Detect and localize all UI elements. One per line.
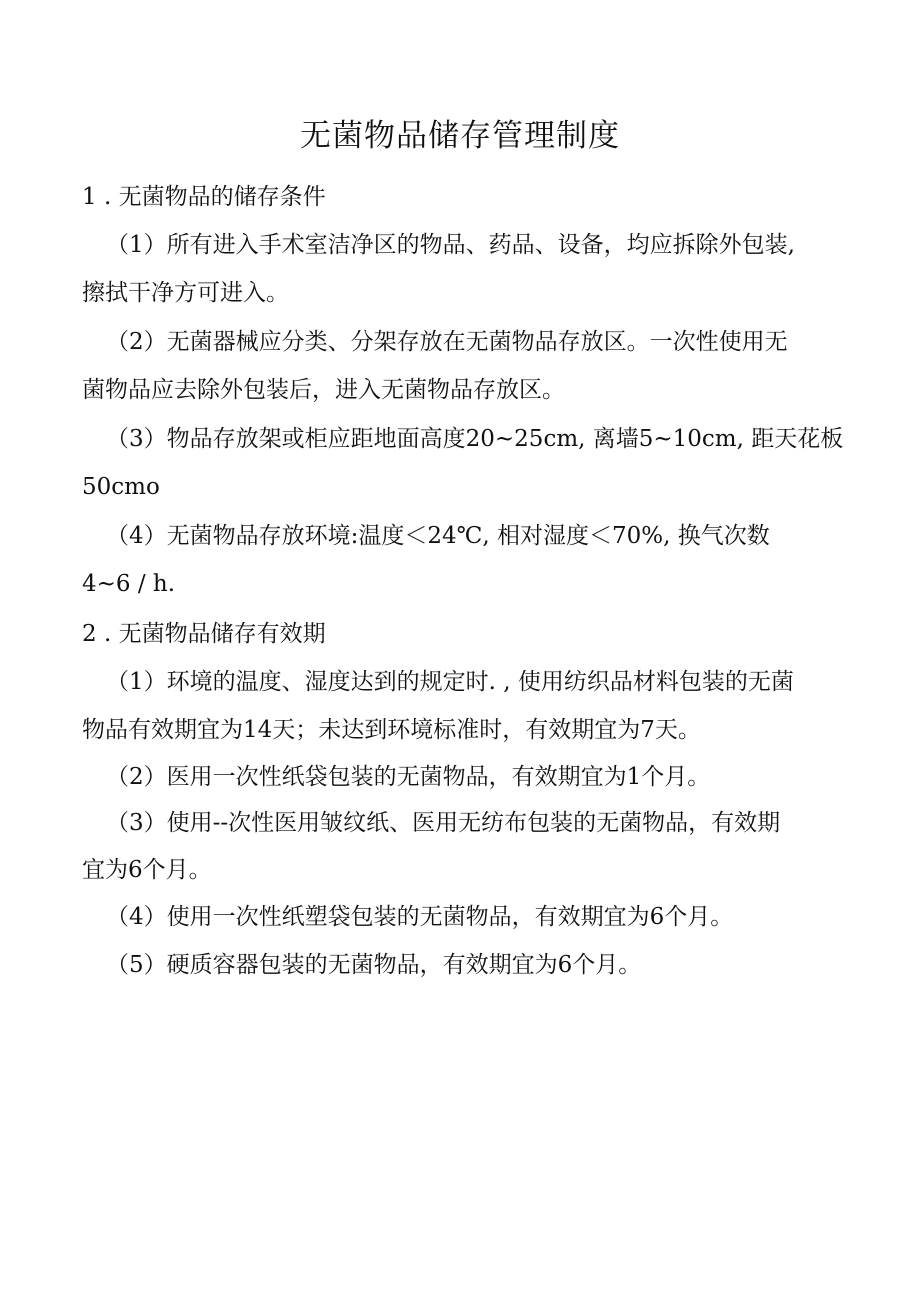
document-title: 无菌物品储存管理制度 (300, 118, 620, 154)
section-2-item-1-line-1: （1）环境的温度、湿度达到的规定时. , 使用纺织品材料包装的无菌 (106, 669, 794, 695)
section-1-item-4-line-2: 4~6 / h. (82, 571, 176, 597)
section-2-heading: 2 . 无菌物品储存有效期 (82, 621, 326, 647)
section-2-item-3-line-1: （3）使用--次性医用皱纹纸、医用无纺布包装的无菌物品，有效期 (106, 810, 781, 836)
section-2-item-1-line-2: 物品有效期宜为14天；未达到环境标准时，有效期宜为7天。 (82, 717, 701, 743)
section-1-heading: 1 . 无菌物品的储存条件 (82, 184, 326, 210)
section-1-item-3-line-2: 50cmo (82, 474, 160, 500)
section-1-item-3-line-1: （3）物品存放架或柜应距地面高度20~25cm, 离墙5~10cm, 距天花板 (106, 426, 844, 452)
section-2-item-4-line-1: （4）使用一次性纸塑袋包装的无菌物品，有效期宜为6个月。 (106, 904, 734, 930)
section-1-item-2-line-2: 菌物品应去除外包装后，进入无菌物品存放区。 (82, 377, 565, 403)
section-2-item-3-line-2: 宜为6个月。 (82, 857, 212, 883)
section-1-item-2-line-1: （2）无菌器械应分类、分架存放在无菌物品存放区。一次性使用无 (106, 329, 788, 355)
section-1-item-4-line-1: （4）无菌物品存放环境:温度＜24℃, 相对湿度＜70%, 换气次数 (106, 523, 770, 549)
section-1-item-1-line-2: 擦拭干净方可进入。 (82, 280, 289, 306)
section-2-item-5-line-1: （5）硬质容器包装的无菌物品，有效期宜为6个月。 (106, 952, 642, 978)
section-1-item-1-line-1: （1）所有进入手术室洁净区的物品、药品、设备，均应拆除外包装, (106, 232, 795, 258)
section-2-item-2-line-1: （2）医用一次性纸袋包装的无菌物品，有效期宜为1个月。 (106, 764, 711, 790)
